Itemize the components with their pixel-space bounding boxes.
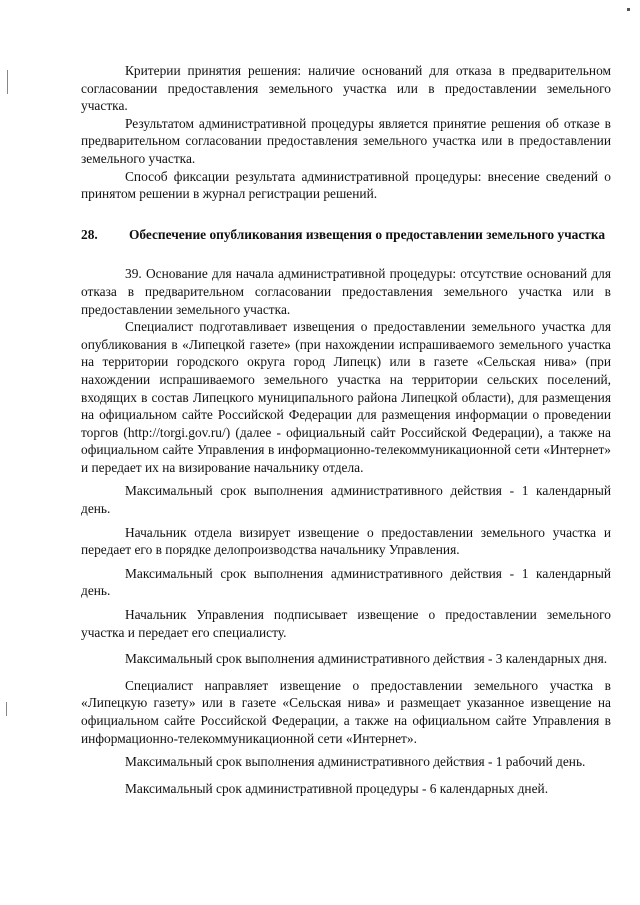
paragraph-procedure-basis: 39. Основание для начала административной процедуры: отсутствие оснований для отказа в предварительном согласовании предоставления земельного участка или в предоставлении земельного участка. — [81, 266, 611, 317]
scan-artifact-left-lower — [6, 702, 7, 716]
paragraph-notice-preparation: Специалист подготавливает извещения о предоставлении земельного участка для опубликования в «Липецкой газете» (при нахождении испрашиваемого земельного участка на территории городского округа город Липецк) или в газете «Сельская нива» (при нахождении испрашиваемого земельного участка на территории сельских поселений, входящих в состав Липецкого муниципального района Липецкой области), для размещения на официальном сайте Российской Федерации для размещения информации о проведении торгов (http://torgi.gov.ru/) (далее - официальный сайт Российской Федерации), а также на официальном сайте Управления в информационно-телекоммуникационной сети «Интернет» и передает их на визирование начальнику отдела. — [81, 319, 611, 475]
paragraph-deadline-1: Максимальный срок выполнения административного действия - 1 календарный день. — [81, 483, 611, 517]
paragraph-department-approval: Начальник отдела визирует извещение о предоставлении земельного участка и передает его в порядке делопроизводства начальнику Управления. — [81, 524, 611, 558]
section-title: Обеспечение опубликования извещения о предоставлении земельного участка — [128, 226, 606, 242]
scan-artifact-left-upper — [7, 70, 8, 94]
paragraph-notice-publication: Специалист направляет извещение о предоставлении земельного участка в «Липецкую газету» или в газете «Сельская нива» и размещает указанное извещение на официальном сайте Российской Федерации, а также на официальном сайте Управления в информационно-телекоммуникационной сети «Интернет». — [81, 677, 611, 746]
paragraph-deadline-4: Максимальный срок выполнения административного действия - 1 рабочий день. — [125, 754, 586, 770]
paragraph-deadline-3: Максимальный срок выполнения административного действия - 3 календарных дня. — [125, 651, 608, 667]
paragraph-procedure-result: Результатом административной процедуры является принятие решения об отказе в предварительном согласовании предоставления земельного участка или в предоставлении земельного участка. — [81, 115, 611, 166]
paragraph-total-deadline: Максимальный срок административной процедуры - 6 календарных дней. — [125, 780, 549, 796]
document-body — [81, 62, 611, 797]
scan-artifact-top-right — [627, 8, 630, 11]
paragraph-decision-criteria: Критерии принятия решения: наличие оснований для отказа в предварительном согласовании предоставления земельного участка или в предоставлении земельного участка. — [81, 63, 611, 114]
paragraph-head-signature: Начальник Управления подписывает извещение о предоставлении земельного участка и передает его специалисту. — [81, 607, 611, 640]
section-number: 28. — [81, 226, 98, 242]
paragraph-result-recording: Способ фиксации результата административной процедуры: внесение сведений о принятом решении в журнал регистрации решений. — [81, 168, 611, 202]
paragraph-deadline-2: Максимальный срок выполнения административного действия - 1 календарный день. — [81, 565, 611, 599]
section-heading — [81, 226, 611, 244]
